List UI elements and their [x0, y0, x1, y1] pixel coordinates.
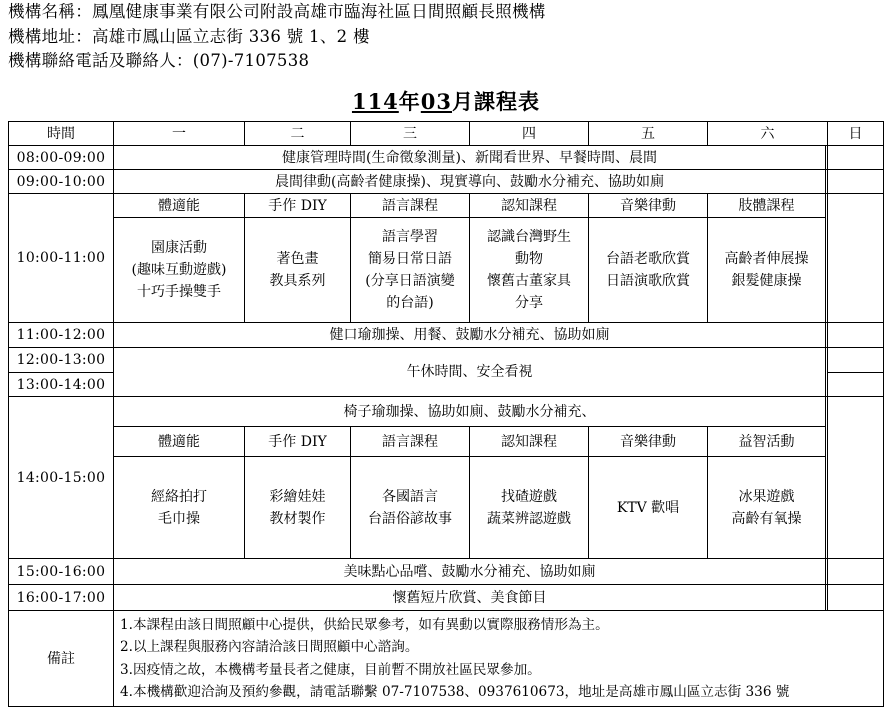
title-year: 114 — [351, 89, 399, 114]
category-cell: 手作 DIY — [245, 427, 351, 457]
activity-cell: 美味點心品嚐、鼓勵水分補充、協助如廁 — [114, 559, 826, 585]
activity-line: 園康活動 — [151, 240, 207, 256]
table-row — [9, 170, 884, 194]
activity-line: 找碴遊戲 — [501, 488, 557, 505]
table-row — [9, 457, 884, 559]
time-cell: 08:00-09:00 — [9, 146, 114, 170]
activity-cell — [708, 218, 826, 323]
category-cell: 音樂律動 — [589, 194, 708, 218]
sunday-cell — [828, 146, 884, 170]
sunday-cell — [828, 397, 884, 559]
activity-cell: 午休時間、安全看視 — [114, 348, 826, 397]
table-row — [9, 559, 884, 585]
time-cell: 11:00-12:00 — [9, 323, 114, 348]
note-item: 3.因疫情之故，本機構考量長者之健康，目前暫不開放社區民眾參加。 — [120, 661, 541, 678]
activity-line: 台語俗諺故事 — [368, 510, 452, 527]
activity-line: 的台語) — [386, 295, 434, 311]
col-header-sun: 日 — [828, 122, 884, 146]
time-cell: 16:00-17:00 — [9, 585, 114, 611]
activity-cell: 懷舊短片欣賞、美食節目 — [114, 585, 826, 611]
category-cell: 認知課程 — [470, 427, 589, 457]
activity-line: 經絡拍打 — [151, 488, 207, 505]
note-item: 1.本課程由該日間照顧中心提供，供給民眾參考，如有異動以實際服務情形為主。 — [120, 616, 609, 633]
time-cell: 14:00-15:00 — [9, 397, 114, 559]
title-month-suffix: 月課程表 — [452, 89, 541, 114]
notes-label: 備註 — [9, 611, 114, 707]
activity-line: 動物 — [515, 251, 543, 267]
note-item: 2.以上課程與服務內容請洽該日間照顧中心諮詢。 — [120, 639, 419, 655]
activity-cell: 晨間律動(高齡者健康操)、現實導向、鼓勵水分補充、協助如廁 — [114, 170, 826, 194]
time-cell: 15:00-16:00 — [9, 559, 114, 585]
category-cell: 語言課程 — [351, 194, 470, 218]
activity-line: (分享日語演變 — [365, 273, 455, 289]
activity-line: 彩繪娃娃 — [269, 488, 326, 505]
category-cell: 肢體課程 — [708, 194, 826, 218]
sunday-cell — [828, 585, 884, 611]
activity-cell — [470, 218, 589, 323]
table-row — [9, 194, 884, 218]
col-header-tue: 二 — [245, 122, 351, 146]
activity-line: 認識台灣野生 — [487, 229, 571, 245]
activity-line: 教具系列 — [269, 273, 326, 289]
activity-cell: 健康管理時間(生命徵象測量)、新聞看世界、早餐時間、晨間 — [114, 146, 826, 170]
activity-cell — [708, 457, 826, 559]
activity-line: 冰果遊戲 — [738, 488, 795, 505]
activity-line: 高齡者伸展操 — [724, 251, 809, 267]
activity-line: 蔬菜辨認遊戲 — [487, 510, 571, 527]
table-row — [9, 427, 884, 457]
activity-line: KTV 歡唱 — [616, 499, 680, 516]
activity-cell: 健口瑜珈操、用餐、鼓勵水分補充、協助如廁 — [114, 323, 826, 348]
org-contact: 機構聯絡電話及聯絡人：(07)-7107538 — [8, 51, 310, 70]
activity-line: 毛巾操 — [158, 510, 200, 527]
sunday-cell — [828, 170, 884, 194]
time-cell: 09:00-10:00 — [9, 170, 114, 194]
table-row — [9, 218, 884, 323]
activity-cell — [245, 457, 351, 559]
time-cell: 10:00-11:00 — [9, 194, 114, 323]
activity-cell — [351, 218, 470, 323]
title-year-suffix: 年 — [398, 89, 421, 114]
category-cell: 音樂律動 — [589, 427, 708, 457]
sunday-cell — [828, 323, 884, 348]
activity-cell — [470, 457, 589, 559]
category-cell: 體適能 — [114, 427, 245, 457]
col-header-time: 時間 — [9, 122, 114, 146]
org-name: 機構名稱：鳳凰健康事業有限公司附設高雄市臨海社區日間照顧長照機構 — [8, 2, 546, 21]
activity-line: 高齡有氧操 — [731, 510, 802, 527]
col-header-thu: 四 — [470, 122, 589, 146]
table-row — [9, 146, 884, 170]
activity-cell — [245, 218, 351, 323]
category-cell: 益智活動 — [708, 427, 826, 457]
activity-line: 著色畫 — [276, 251, 319, 267]
activity-line: 分享 — [515, 295, 543, 311]
time-cell: 13:00-14:00 — [9, 373, 114, 397]
activity-line: 懷舊古董家具 — [487, 273, 571, 289]
activity-line: 簡易日常日語 — [368, 251, 452, 267]
activity-cell — [114, 218, 245, 323]
activity-line: (趣味互動遊戲) — [131, 262, 227, 278]
activity-line: 日語演歌欣賞 — [606, 273, 690, 289]
sunday-cell — [828, 348, 884, 373]
note-item: 4.本機構歡迎洽詢及預約參觀，請電話聯繫 07-7107538、0937610673，地址是高雄市鳳山區立志街 336 號 — [120, 684, 790, 700]
activity-line: 教材製作 — [269, 510, 326, 527]
table-row — [9, 323, 884, 348]
col-header-fri: 五 — [589, 122, 708, 146]
category-cell: 認知課程 — [470, 194, 589, 218]
category-cell: 語言課程 — [351, 427, 470, 457]
table-row — [9, 585, 884, 611]
category-cell: 手作 DIY — [245, 194, 351, 218]
table-row — [9, 397, 884, 427]
col-header-wed: 三 — [351, 122, 470, 146]
col-header-mon: 一 — [114, 122, 245, 146]
notes-row — [9, 611, 884, 707]
sunday-cell — [828, 194, 884, 323]
activity-cell: 椅子瑜珈操、協助如廁、鼓勵水分補充、 — [114, 397, 826, 427]
activity-cell — [114, 457, 245, 559]
activity-cell — [589, 218, 708, 323]
activity-line: 語言學習 — [382, 229, 438, 245]
category-cell: 體適能 — [114, 194, 245, 218]
activity-cell — [589, 457, 708, 559]
sunday-cell — [828, 559, 884, 585]
activity-cell — [351, 457, 470, 559]
page-title — [0, 86, 892, 116]
activity-line: 台語老歌欣賞 — [606, 251, 690, 267]
time-cell: 12:00-13:00 — [9, 348, 114, 373]
activity-line: 銀髮健康操 — [731, 273, 802, 289]
org-address: 機構地址：高雄市鳳山區立志街 336 號 1、2 樓 — [8, 26, 370, 46]
activity-line: 十巧手操雙手 — [137, 284, 221, 300]
title-month: 03 — [420, 89, 453, 114]
header — [8, 0, 546, 74]
sunday-cell — [828, 373, 884, 397]
col-header-sat: 六 — [708, 122, 828, 146]
table-row — [9, 348, 884, 373]
table-header-row — [9, 122, 884, 146]
schedule-table — [8, 121, 884, 707]
notes-content — [114, 611, 884, 707]
activity-line: 各國語言 — [382, 488, 438, 505]
